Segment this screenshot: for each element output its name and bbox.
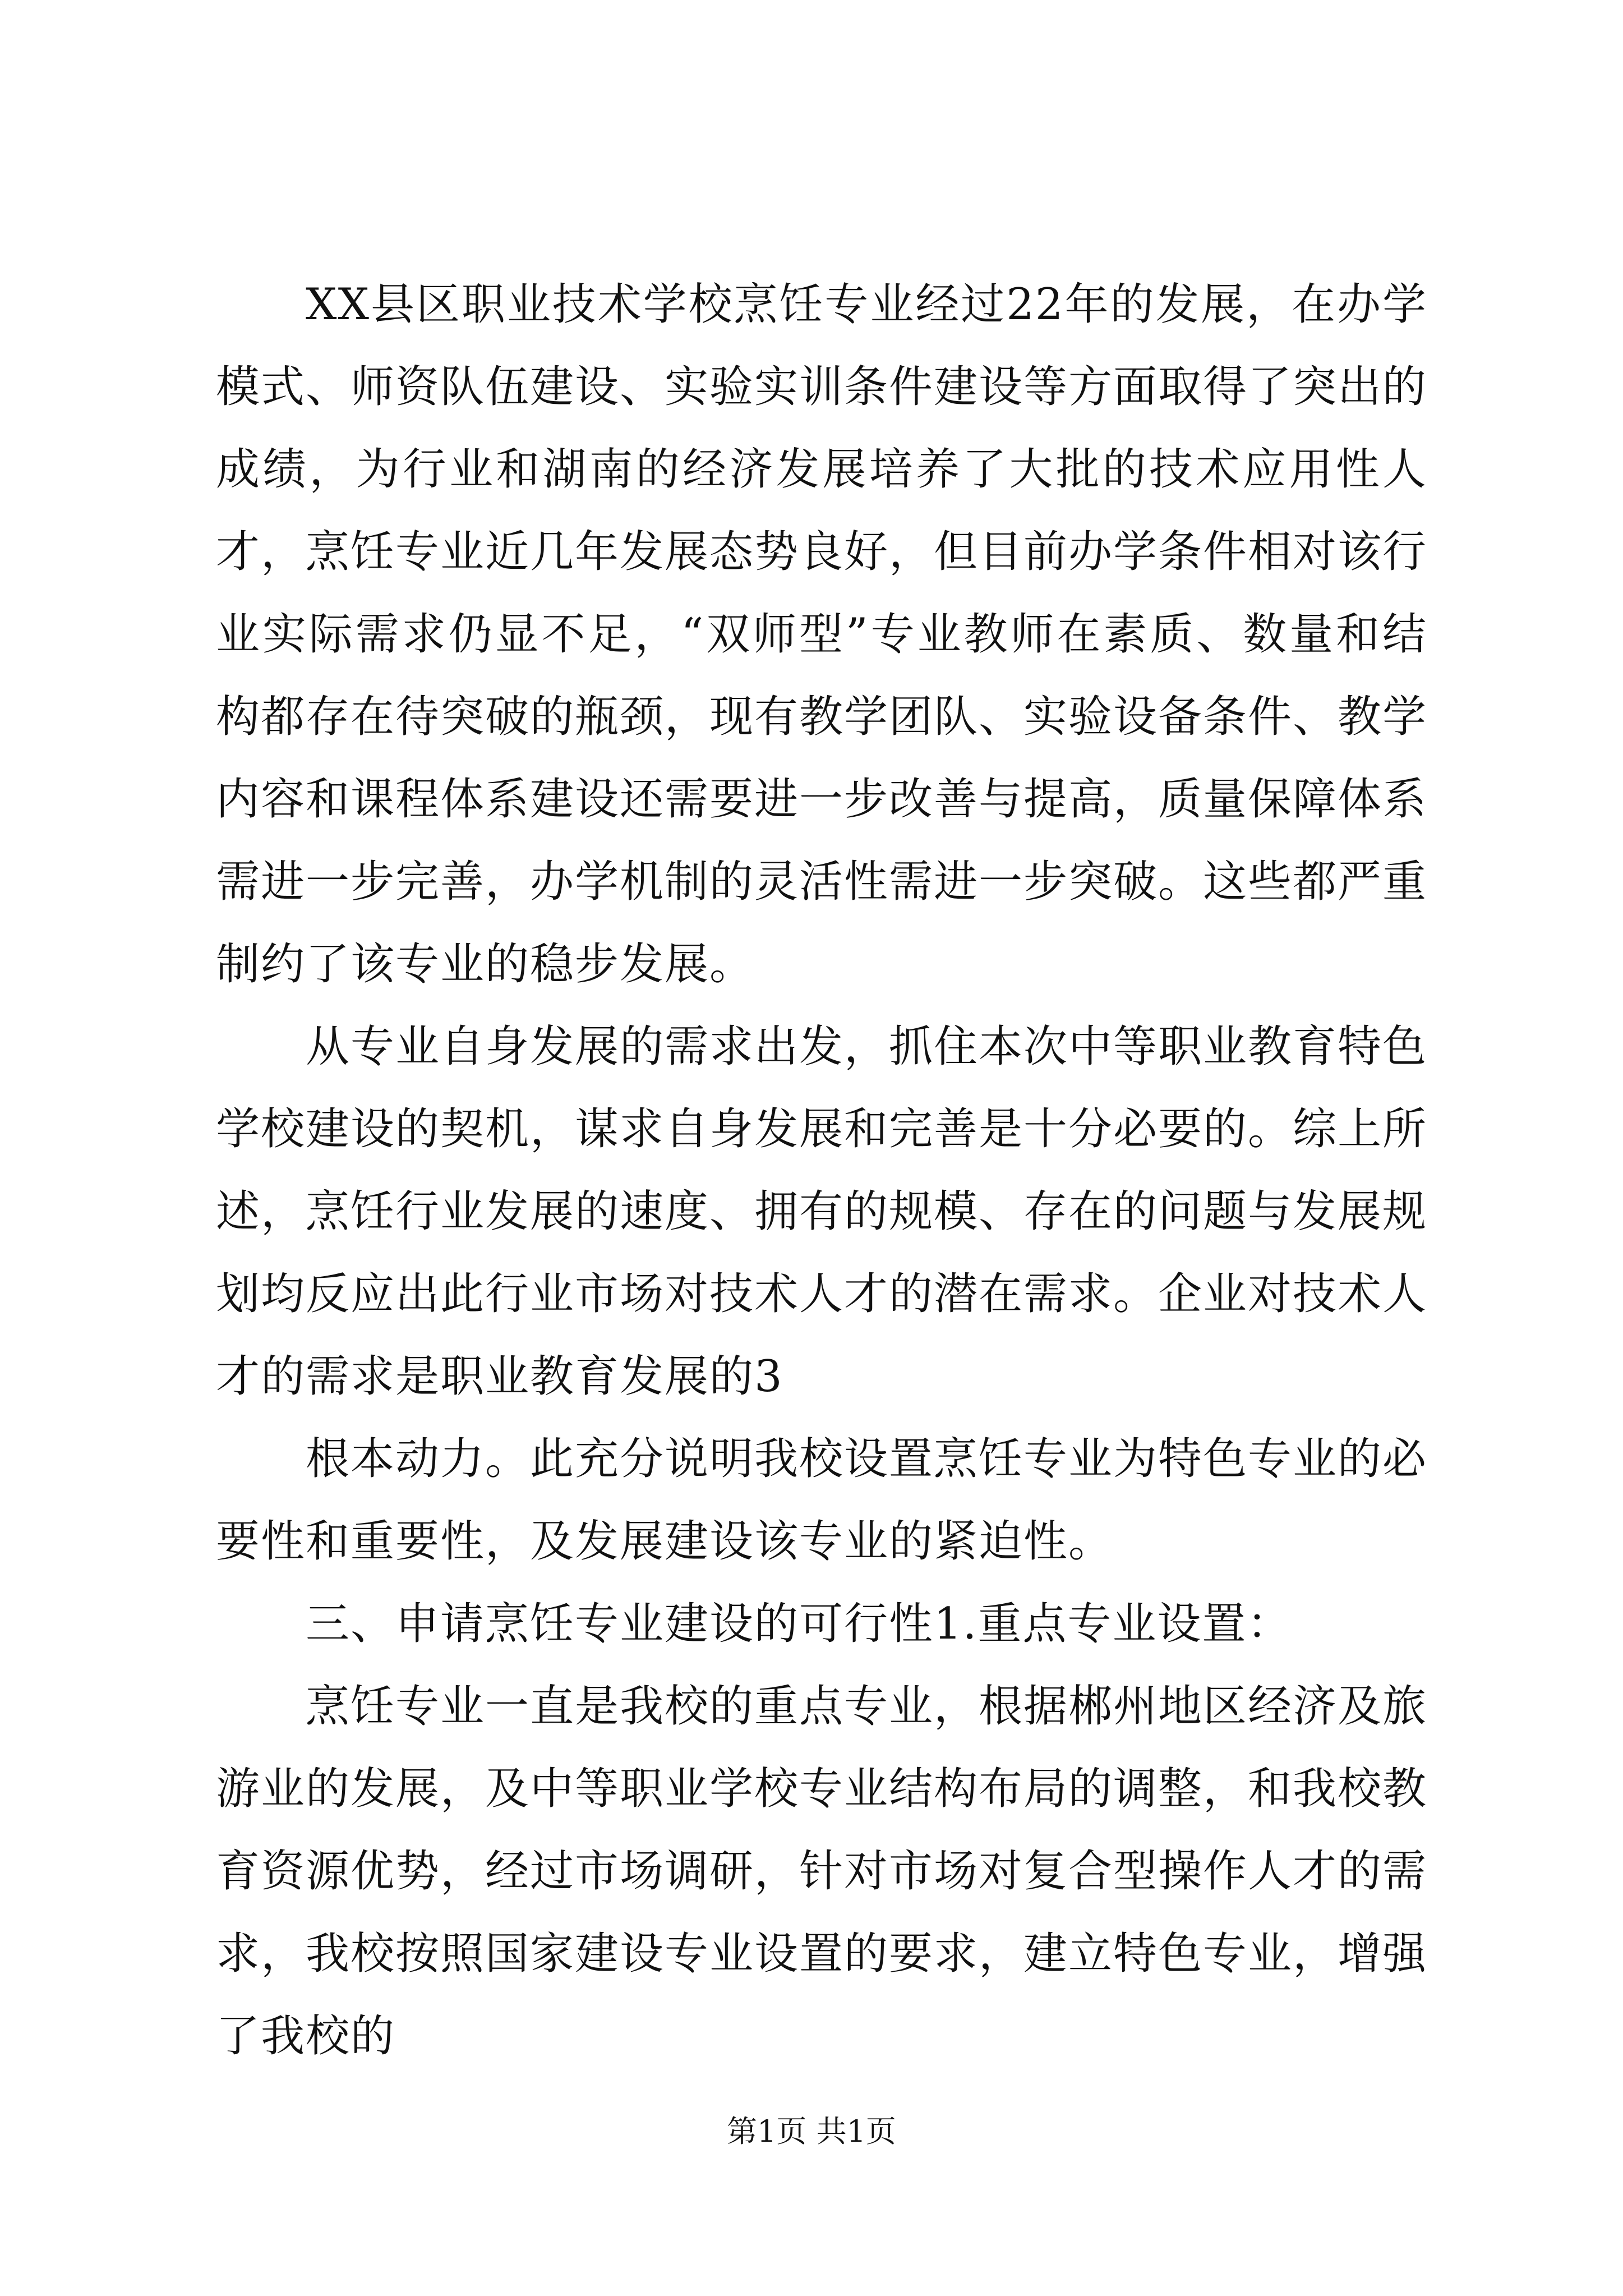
document-body: [216, 264, 1427, 2078]
paragraph-3: 根本动力。此充分说明我校设置烹饪专业为特色专业的必要性和重要性，及发展建设该专业的紧迫性。: [216, 1434, 1428, 1567]
paragraph-5: 烹饪专业一直是我校的重点专业，根据郴州地区经济及旅游业的发展，及中等职业学校专业结构布局的调整，和我校教育资源优势，经过市场调研，针对市场对复合型操作人才的需求，我校按照国家建设专业设置的要求，建立特色专业，增强了我校的: [216, 1681, 1428, 2062]
paragraph-2: 从专业自身发展的需求出发，抓住本次中等职业教育特色学校建设的契机，谋求自身发展和完善是十分必要的。综上所述，烹饪行业发展的速度、拥有的规模、存在的问题与发展规划均反应出此行业市场对技术人才的潜在需求。企业对技术人才的需求是职业教育发展的3: [216, 1022, 1428, 1402]
paragraph-1: XX县区职业技术学校烹饪专业经过22年的发展，在办学模式、师资队伍建设、实验实训条件建设等方面取得了突出的成绩，为行业和湖南的经济发展培养了大批的技术应用性人才，烹饪专业近几年发展态势良好，但目前办学条件相对该行业实际需求仍显不足，“双师型”专业教师在素质、数量和结构都存在待突破的瓶颈，现有教学团队、实验设备条件、教学内容和课程体系建设还需要进一步改善与提高，质量保障体系需进一步完善，办学机制的灵活性需进一步突破。这些都严重制约了该专业的稳步发展。: [216, 279, 1428, 990]
page-footer: 第1页 共1页: [727, 2114, 896, 2149]
paragraph-4: 三、申请烹饪专业建设的可行性1.重点专业设置：: [306, 1599, 1292, 1649]
